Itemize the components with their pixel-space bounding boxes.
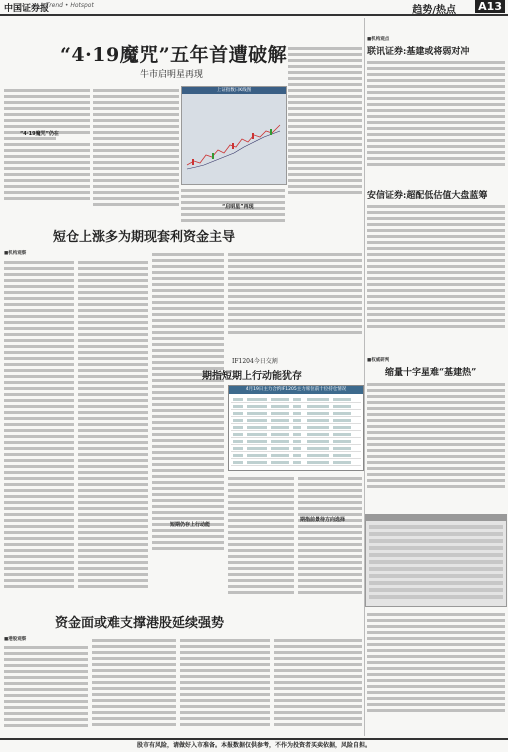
article2-col3 [152, 250, 224, 600]
right-col-tag-2: ■权威研判 [367, 358, 390, 363]
article2-section-label: 短期仍存上行动能 [170, 522, 211, 528]
right-col-headline-3: 缩量十字星难“基建热” [385, 368, 477, 378]
right-col-text-3 [367, 380, 505, 512]
index-kline-chart [181, 86, 287, 185]
article2-col6 [298, 474, 362, 602]
right-col-text-2 [367, 202, 505, 352]
right-col-headline-1: 联讯证券:基建或将弱对冲 [367, 47, 470, 57]
article1-section-label: “4·19魔咒”仍在 [20, 131, 59, 137]
article3-tag: ■港股观察 [4, 637, 27, 642]
article2-col1 [4, 258, 74, 600]
article1-section-label-2: “启明星”再现 [222, 204, 254, 210]
right-col-text-1 [367, 58, 505, 184]
page-footer: 股市有风险，请做好入市准备。本报数据仅供参考，不作为投资者买卖依据，风险自担。 [0, 738, 508, 752]
data-summary-box [365, 514, 507, 607]
table-title: 4月19日主力合约IF1205主力席位前十位持仓情况 [229, 386, 363, 394]
positions-table [228, 385, 364, 471]
article1-subheadline: 牛市启明星再现 [140, 70, 204, 80]
article2-headline: 短仓上涨多为期现套利资金主导 [53, 230, 236, 245]
kline-plot [182, 95, 286, 183]
article1-col2 [93, 86, 179, 224]
article2-kicker: IF1204今日交割 [232, 358, 278, 365]
newspaper-brand: 中国证券报 [4, 4, 50, 14]
article2-col5 [228, 474, 294, 602]
article3-headline: 资金面或难支撑港股延续强势 [55, 616, 225, 631]
article2-col4-top [228, 250, 362, 350]
right-col-tag: ■机构观点 [367, 37, 390, 42]
article1-col4 [288, 44, 362, 224]
article2-left-tag: ■机构观察 [4, 251, 27, 256]
chart-caption: 上证指数日K线图 [182, 87, 286, 94]
article3-col4 [274, 636, 362, 735]
page-number: A13 [475, 0, 505, 13]
article3-col1 [4, 643, 88, 735]
article1-headline: “4·19魔咒”五年首遭破解 [60, 44, 288, 66]
section-title: 趋势/热点 [412, 5, 456, 16]
article1-col1 [4, 86, 90, 224]
header-subtitle: Trend • Hotspot [46, 2, 94, 9]
article2-section-label-2: 期指前景待方向选择 [300, 517, 346, 523]
article2-subheadline: 期指短期上行动能犹存 [202, 371, 302, 382]
column-divider [364, 18, 365, 736]
page-header [0, 0, 508, 16]
article3-col2 [92, 636, 176, 735]
right-col-text-4 [367, 610, 505, 734]
article3-col3 [180, 636, 270, 735]
right-col-headline-2: 安信证券:超配低估值大盘蓝筹 [367, 191, 488, 201]
article2-col2 [78, 258, 148, 600]
